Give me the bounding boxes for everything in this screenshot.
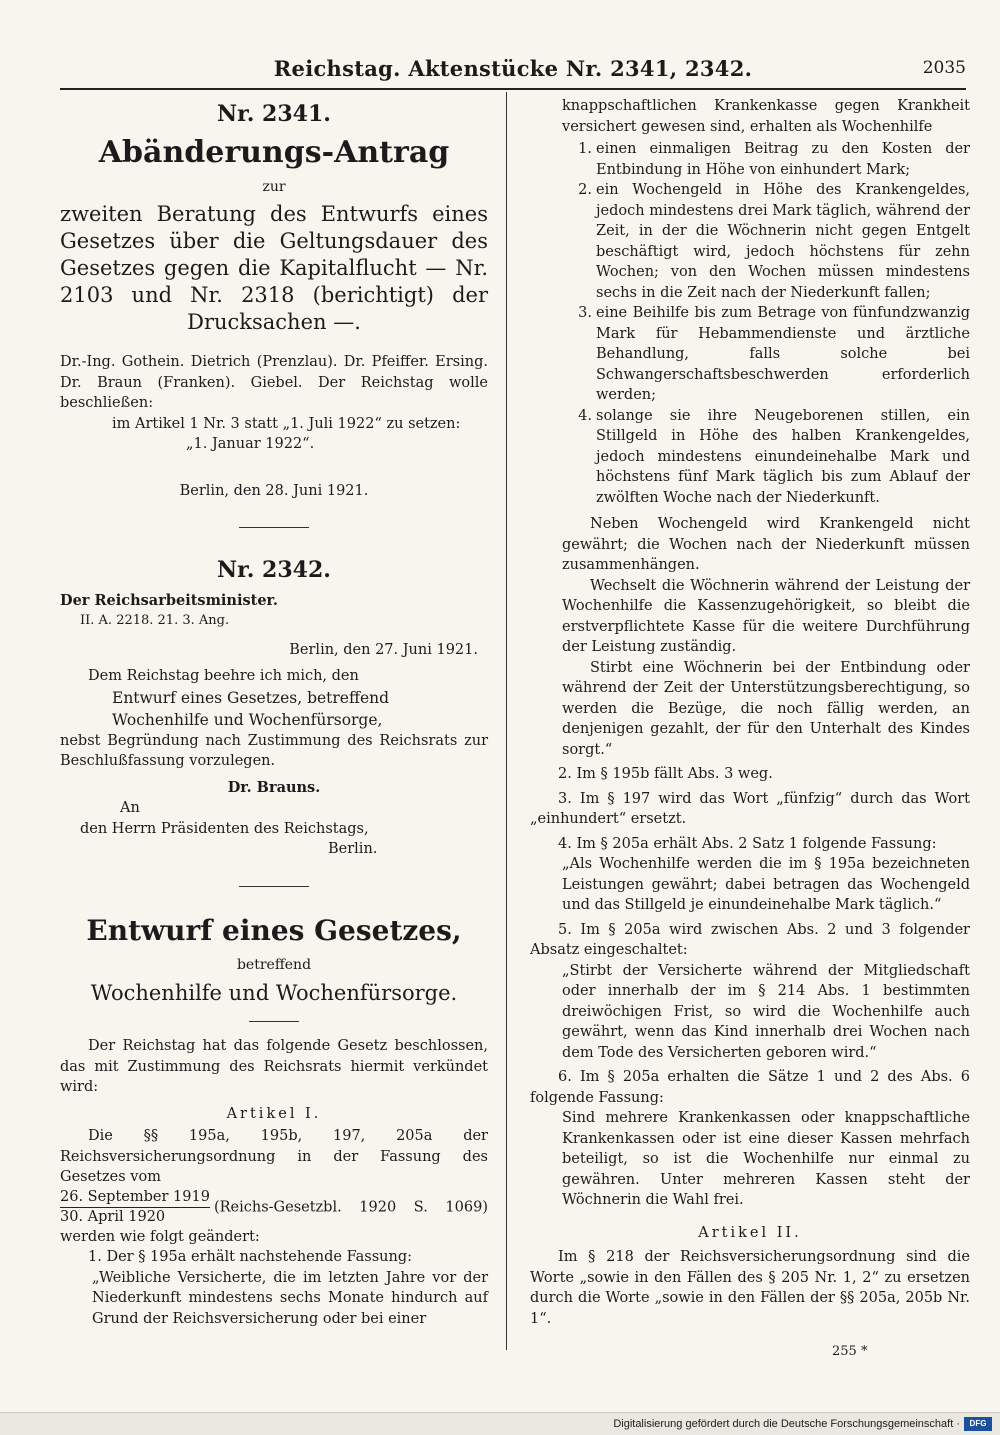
article-1-item-1-quote: „Weibliche Versicherte, die im letzten Jahre vor der Niederkunft mindestens sechs Monate hindurch auf Grund der Reichsversicherung oder bei einer — [92, 1269, 488, 1327]
right-column — [530, 96, 970, 1329]
article-2-text: Im § 218 der Reichsversicherungsordnung sind die Worte „sowie in den Fällen des § 205 Nr. 1, 2“ zu ersetzen durch die Worte „sowie in den Fällen der §§ 205a, 205b Nr. 1“. — [530, 1249, 970, 1327]
letter-city: Berlin. — [328, 841, 378, 857]
date-fraction-top: 26. September 1919 — [60, 1188, 210, 1208]
doc-number-2342: Nr. 2342. — [217, 557, 331, 583]
page-header — [60, 52, 966, 86]
letter-addressee: den Herrn Präsidenten des Reichstags, — [80, 820, 369, 837]
article-1-title: Artikel I. — [226, 1105, 322, 1122]
header-rule — [60, 88, 966, 90]
doc-number-2341: Nr. 2341. — [217, 101, 331, 127]
section-rule — [249, 1021, 299, 1022]
paragraph-fund-change: Wechselt die Wöchnerin während der Leistung der Wochenhilfe die Kassenzugehörigkeit, so bleibt die erstverpflichtete Kasse für die weitere Durchführung der Leistung zuständig. — [562, 577, 970, 655]
letter-draft-title: Entwurf eines Gesetzes, betreffend Wochenhilfe und Wochenfürsorge, — [112, 688, 390, 729]
list-item-number: 4. — [578, 407, 592, 424]
dateline-2341: Berlin, den 28. Juni 1921. — [179, 482, 369, 499]
list-item — [566, 139, 970, 180]
footnote-mark: 255 * — [832, 1344, 868, 1359]
dfg-banner — [0, 1412, 1000, 1435]
list-item-text: ein Wochengeld in Höhe des Krankengeldes, jedoch mindestens drei Mark täglich, während der Zeit, in der die Wöchnerin nicht gegen Entgelt beschäftigt wird, jedoch höchstens für zehn Wochen; von den Wochen müssen mindestens sechs in die Zeit nach der Niederkunft fallen; — [596, 182, 970, 301]
benefit-list — [566, 139, 970, 508]
article-1-dates — [60, 1188, 488, 1248]
motion-signatories: Dr.-Ing. Gothein. Dietrich (Prenzlau). Dr. Pfeiffer. Ersing. Dr. Braun (Franken). Giebel. Der Reichstag wolle beschließen: — [60, 354, 488, 411]
list-item-number: 3. — [578, 305, 592, 321]
letter-intro: Dem Reichstag beehre ich mich, den — [88, 668, 359, 684]
motion-change: im Artikel 1 Nr. 3 statt „1. Juli 1922“ zu setzen: — [112, 415, 461, 432]
list-item-text: solange sie ihre Neugeborenen stillen, ein Stillgeld in Höhe des halben Krankengeldes, jedoch mindestens einundeinehalbe Mark und höchstens fünf Mark täglich bis zum Ablauf der zwölften Woche nach der Niederkunft. — [596, 407, 970, 506]
item-4-quote: „Als Wochenhilfe werden die im § 195a bezeichneten Leistungen gewährt; dabei betragen das Wochengeld und das Stillgeld je einundeinehalbe Mark täglich.“ — [562, 856, 970, 913]
betreffend-label: betreffend — [236, 956, 312, 973]
quote-continuation: knappschaftlichen Krankenkasse gegen Krankheit versichert gewesen sind, erhalten als Wochenhilfe — [562, 98, 970, 135]
paragraph-death: Stirbt eine Wöchnerin bei der Entbindung oder während der Zeit der Unterstützungsberechtigung, so werden die Bezüge, die noch fällig werden, an denjenigen gezahlt, der für den Unterhalt des Kindes sorgt.“ — [562, 659, 970, 758]
list-item-number: 2. — [578, 182, 592, 198]
item-5-quote: „Stirbt der Versicherte während der Mitgliedschaft oder innerhalb der im § 214 Abs. 1 bestimmten dreiwöchigen Frist, so wird die Wochenhilfe auch gewährt, wenn das Kind innerhalb drei Wochen nach dem Tode des Versicherten geboren wird.“ — [562, 962, 970, 1061]
item-6: 6. Im § 205a erhalten die Sätze 1 und 2 des Abs. 6 folgende Fassung: — [530, 1069, 970, 1106]
article-1-item-1: 1. Der § 195a erhält nachstehende Fassung: — [88, 1249, 413, 1265]
item-3: 3. Im § 197 wird das Wort „fünfzig“ durch das Wort „einhundert“ ersetzt. — [530, 790, 970, 827]
minister-title: Der Reichsarbeitsminister. — [60, 591, 278, 609]
section-rule — [239, 886, 309, 887]
dateline-2342: Berlin, den 27. Juni 1921. — [289, 641, 478, 658]
signature: Dr. Brauns. — [227, 778, 321, 796]
date-fraction — [60, 1188, 210, 1227]
list-item-text: einen einmaligen Beitrag zu den Kosten der Entbindung in Höhe von einhundert Mark; — [596, 141, 970, 178]
article-1-gazette: (Reichs-Gesetzbl. 1920 S. 1069) werden wie folgt geändert: — [60, 1199, 488, 1245]
dfg-credit: Digitalisierung gefördert durch die Deutsche Forschungsgemeinschaft · — [613, 1418, 960, 1430]
draft-subject: Wochenhilfe und Wochenfürsorge. — [90, 981, 458, 1005]
page-number: 2035 — [922, 58, 966, 78]
zur-label: zur — [262, 178, 286, 195]
article-1-intro: Die §§ 195a, 195b, 197, 205a der Reichsversicherungsordnung in der Fassung des Gesetzes vom — [60, 1128, 488, 1185]
reference-number: II. A. 2218. 21. 3. Ang. — [80, 613, 230, 628]
list-item-text: eine Beihilfe bis zum Betrage von fünfundzwanzig Mark für Hebammendienste und ärztliche Behandlung, falls solche bei Schwangerschaftsbeschwerden erforderlich werden; — [596, 305, 970, 403]
dfg-logo-icon: DFG — [964, 1417, 992, 1431]
amendment-subtitle: zweiten Beratung des Entwurfs eines Gesetzes über die Geltungsdauer des Gesetzes gegen die Kapitalflucht — Nr. 2103 und Nr. 2318 (berichtigt) der Drucksachen —. — [60, 202, 488, 334]
section-rule — [239, 527, 309, 528]
column-divider — [506, 92, 507, 1350]
item-6-quote: Sind mehrere Krankenkassen oder knappschaftliche Krankenkassen oder ist eine dieser Kassen mehrfach beteiligt, so ist die Wochenhilfe nur einmal zu gewähren. Unter mehreren Kassen steht der Wöchnerin die Wahl frei. — [562, 1110, 970, 1208]
list-item-number: 1. — [578, 141, 592, 157]
date-fraction-bottom: 30. April 1920 — [60, 1208, 166, 1225]
letter-continuation: nebst Begründung nach Zustimmung des Reichsrats zur Beschlußfassung vorzulegen. — [60, 732, 488, 769]
list-item — [566, 406, 970, 509]
paragraph-no-double-benefit: Neben Wochengeld wird Krankengeld nicht gewährt; die Wochen nach der Niederkunft müssen zusammenhängen. — [562, 516, 970, 573]
article-2-title: Artikel II. — [698, 1224, 802, 1241]
draft-title: Entwurf eines Gesetzes, — [86, 913, 462, 947]
enacting-clause: Der Reichstag hat das folgende Gesetz beschlossen, das mit Zustimmung des Reichsrats hiermit verkündet wird: — [60, 1038, 488, 1095]
letter-an: An — [120, 800, 140, 816]
list-item — [566, 180, 970, 303]
list-item — [566, 303, 970, 406]
item-5: 5. Im § 205a wird zwischen Abs. 2 und 3 folgender Absatz eingeschaltet: — [530, 921, 970, 958]
running-title: Reichstag. Aktenstücke Nr. 2341, 2342. — [273, 56, 753, 81]
amendment-heading: Abänderungs-Antrag — [98, 134, 450, 170]
item-2: 2. Im § 195b fällt Abs. 3 weg. — [558, 766, 773, 782]
item-4: 4. Im § 205a erhält Abs. 2 Satz 1 folgende Fassung: — [558, 835, 937, 852]
left-column — [60, 96, 488, 1329]
motion-new-date: „1. Januar 1922“. — [186, 436, 315, 452]
